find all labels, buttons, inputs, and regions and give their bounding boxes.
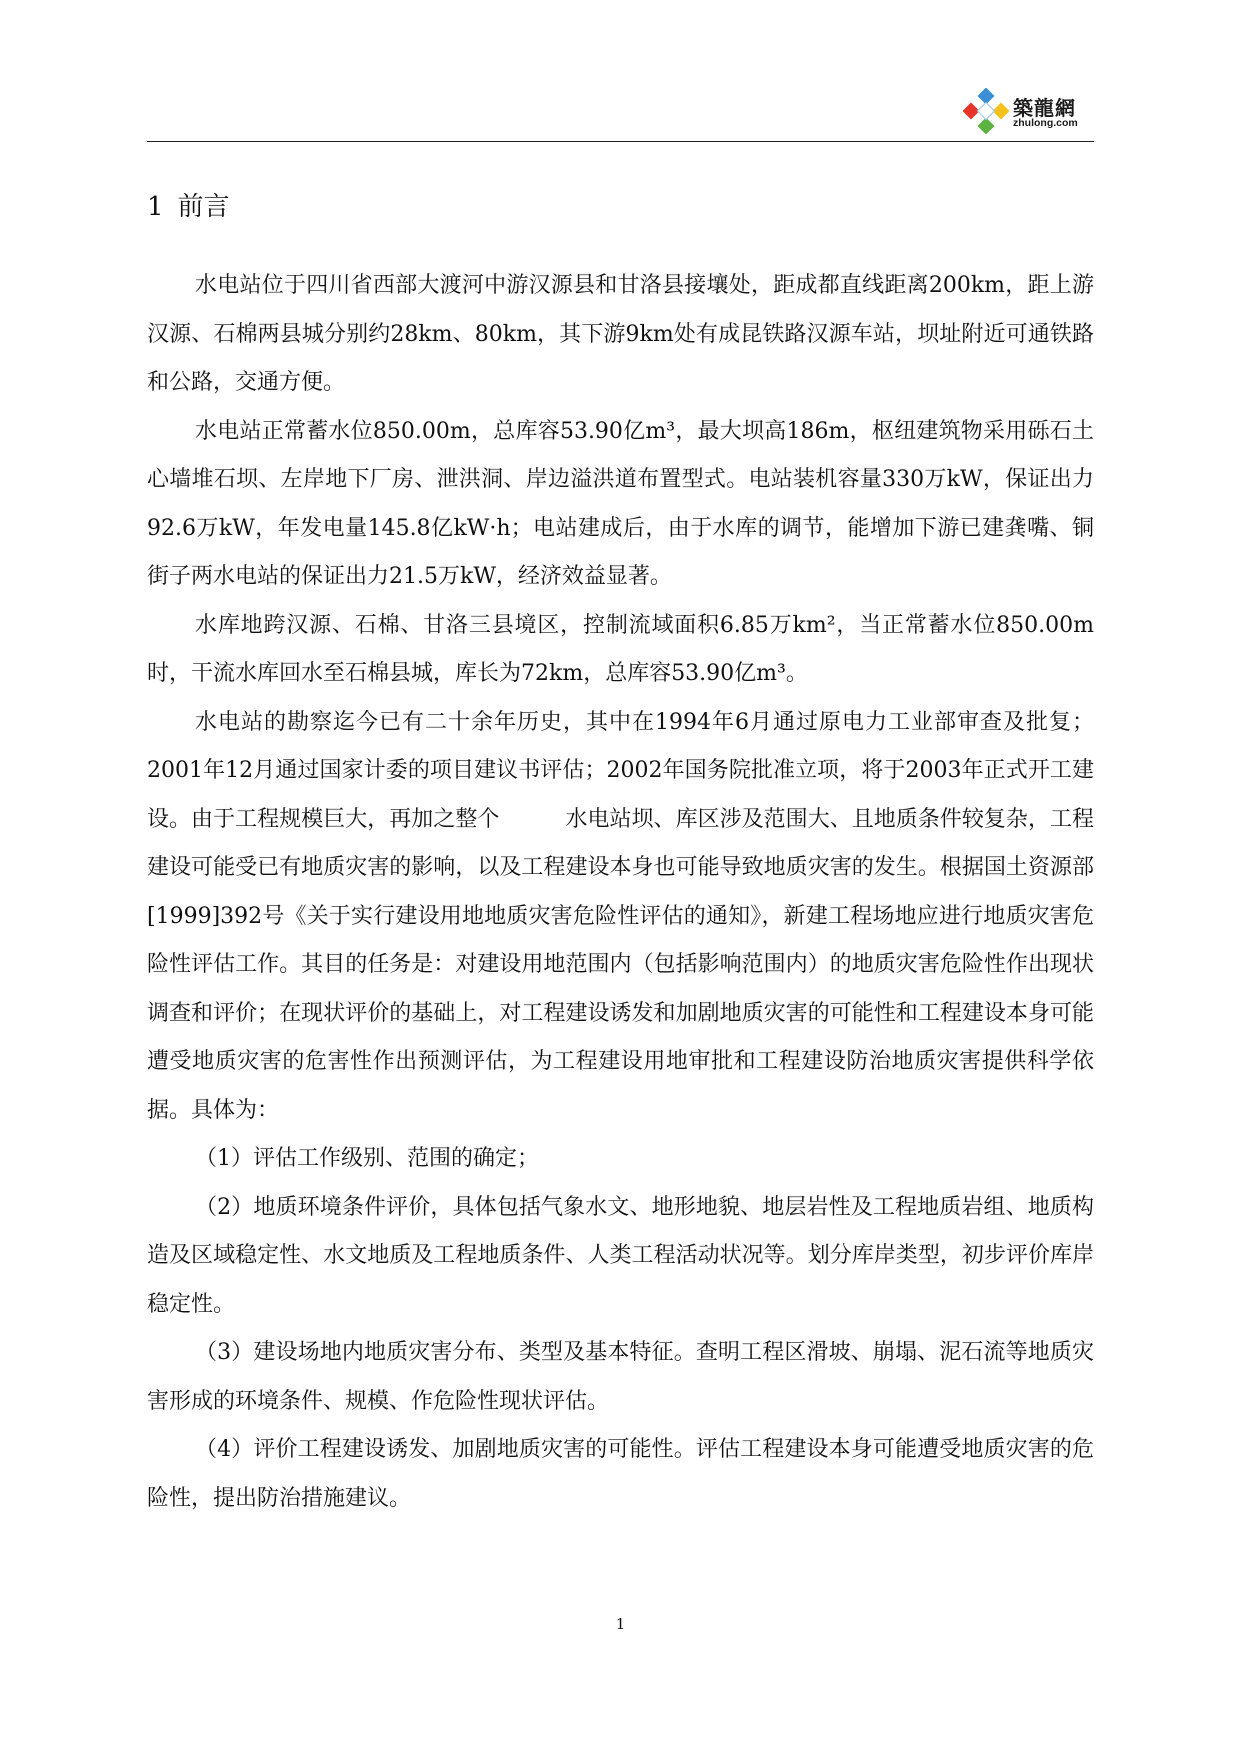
list-item-1: （1）评估工作级别、范围的确定； <box>195 1146 539 1171</box>
section-title: 前言 <box>177 192 230 222</box>
section-heading <box>147 190 1094 224</box>
section-number: 1 <box>147 192 164 222</box>
paragraph-history: 水电站的勘察迄今已有二十余年历史，其中在1994年6月通过原电力工业部审查及批复；2001年12月通过国家计委的项目建议书评估；2002年国务院批准立项，将于2003年正式开工建设。由于工程规模巨大，再加之整个 水电站坝、库区涉及范围大、且地质条件较复杂，工程建设可能受已有地质灾害的影响，以及工程建设本身也可能导致地质灾害的发生。根据国土资源部[1999]392号《关于实行建设用地地质灾害危险性评估的通知》，新建工程场地应进行地质灾害危险性评估工作。其目的任务是：对建设用地范围内（包括影响范围内）的地质灾害危险性作出现状调查和评价；在现状评价的基础上，对工程建设诱发和加剧地质灾害的可能性和工程建设本身可能遭受地质灾害的危害性作出预测评估，为工程建设用地审批和工程建设防治地质灾害提供科学依据。具体为： <box>147 709 1094 1123</box>
logo-chinese-text: 築龍網 <box>1013 96 1076 120</box>
paragraph-location: 水电站位于四川省西部大渡河中游汉源县和甘洛县接壤处，距成都直线距离200km，距上游汉源、石棉两县城分别约28km、80km，其下游9km处有成昆铁路汉源车站，坝址附近可通铁路和公路，交通方便。 <box>147 273 1094 395</box>
page-number: 1 <box>615 1615 626 1633</box>
zhulong-logo-icon <box>963 88 1009 134</box>
paragraph-reservoir: 水库地跨汉源、石棉、甘洛三县境区，控制流域面积6.85万km²，当正常蓄水位850.00m时，干流水库回水至石棉县城，库长为72km，总库容53.90亿m³。 <box>147 612 1094 686</box>
paragraph-specs: 水电站正常蓄水位850.00m，总库容53.90亿m³，最大坝高186m，枢纽建筑物采用砾石土心墙堆石坝、左岸地下厂房、泄洪洞、岸边溢洪道布置型式。电站装机容量330万kW，保证出力92.6万kW，年发电量145.8亿kW·h；电站建成后，由于水库的调节，能增加下游已建龚嘴、铜街子两水电站的保证出力21.5万kW，经济效益显著。 <box>147 418 1094 589</box>
list-item-3: （3）建设场地内地质灾害分布、类型及基本特征。查明工程区滑坡、崩塌、泥石流等地质灾害形成的环境条件、规模、作危险性现状评估。 <box>147 1340 1094 1414</box>
list-item-2: （2）地质环境条件评价，具体包括气象水文、地形地貌、地层岩性及工程地质岩组、地质构造及区域稳定性、水文地质及工程地质条件、人类工程活动状况等。划分库岸类型，初步评价库岸稳定性。 <box>147 1194 1094 1317</box>
list-item-4: （4）评价工程建设诱发、加剧地质灾害的可能性。评估工程建设本身可能遭受地质灾害的危险性，提出防治措施建议。 <box>147 1437 1094 1511</box>
logo-domain-text: zhulong.com <box>1013 117 1078 129</box>
zhulong-logo <box>963 88 1098 134</box>
header-rule <box>147 141 1094 142</box>
document-body <box>147 190 1094 1523</box>
